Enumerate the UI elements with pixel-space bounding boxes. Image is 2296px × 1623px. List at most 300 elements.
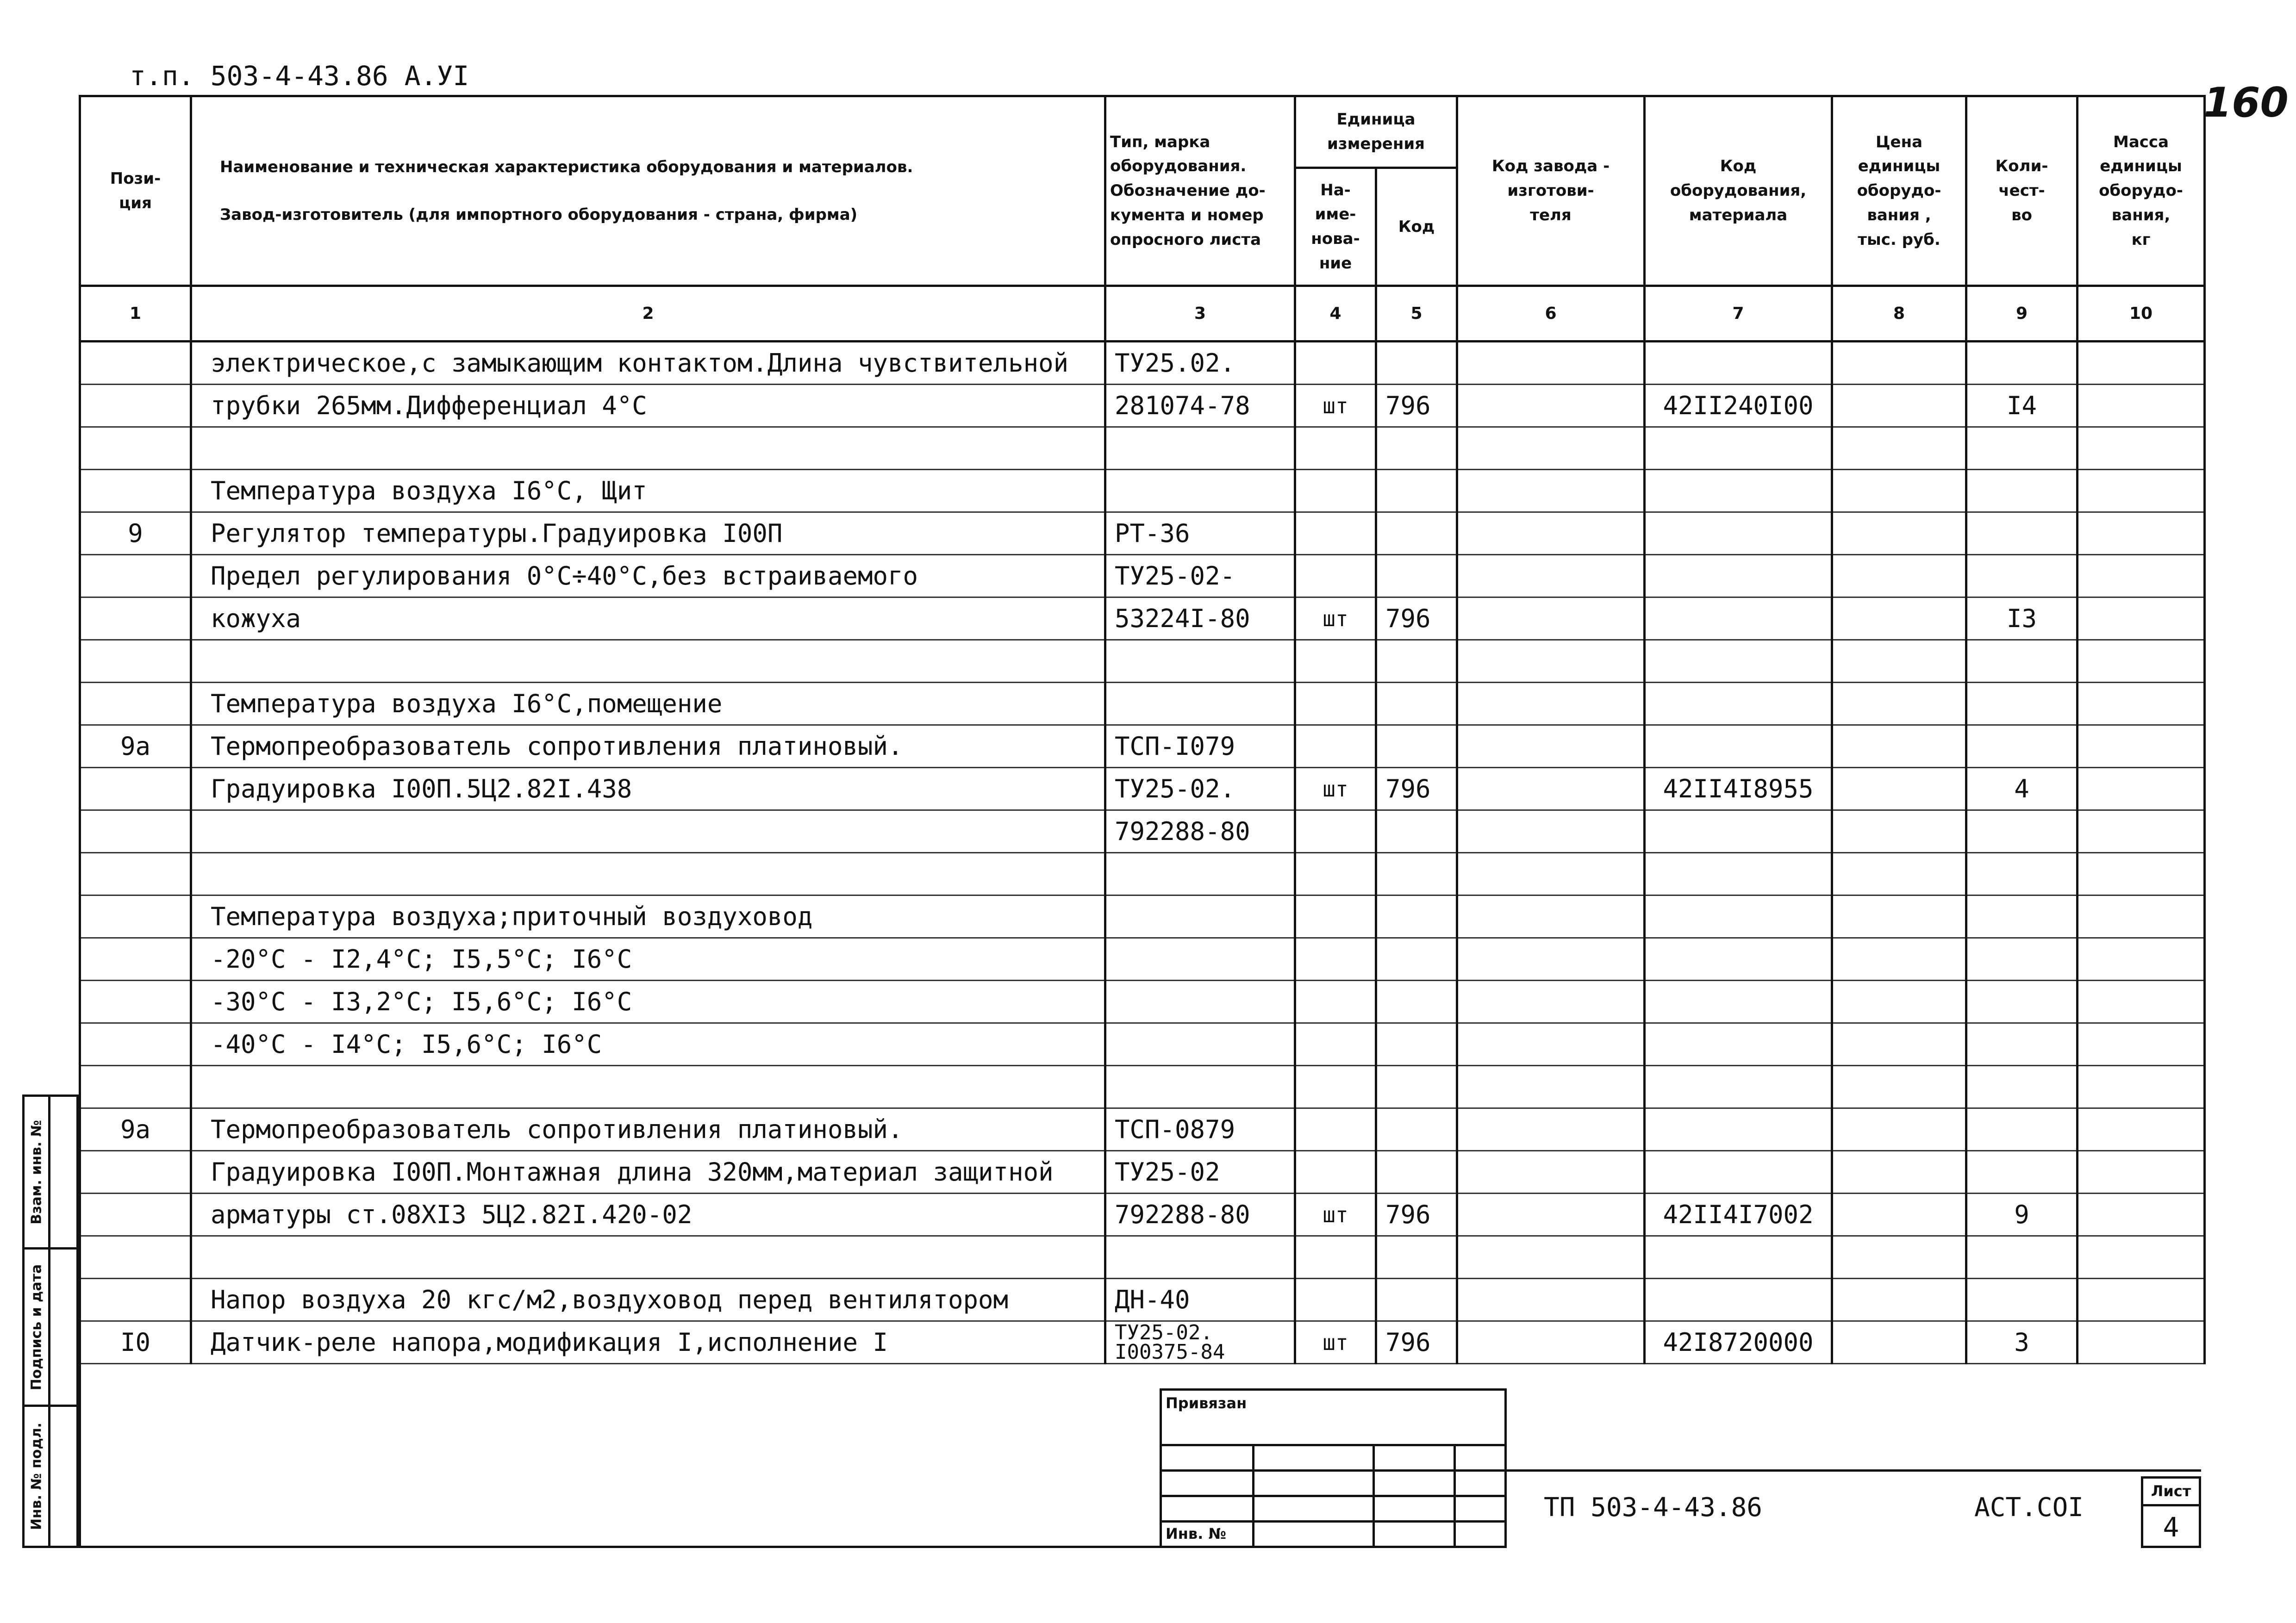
cell-unit-name: шт [1295, 385, 1376, 427]
stamp-inv-orig-label: Инв. № подл. [28, 1422, 44, 1530]
cell-price [1832, 938, 1966, 981]
table-row [80, 555, 2205, 597]
cell-factory-code [1457, 1108, 1645, 1151]
cell-name: Предел регулирования 0°С÷40°С,без встраиваемого [191, 555, 1105, 597]
cell-unit-name [1295, 938, 1376, 981]
cell-unit-name [1295, 725, 1376, 768]
cell-price [1832, 597, 1966, 640]
cell-factory-code [1457, 895, 1645, 938]
cell-unit-code: 796 [1376, 768, 1457, 810]
header-name-line1: Наименование и техническая характеристика оборудования и материалов. [220, 157, 913, 176]
cell-equipment-code: 42II4I8955 [1645, 768, 1832, 810]
cell-type: ТУ25-02- [1105, 555, 1295, 597]
page-number: 160 [2203, 79, 2289, 126]
cell-quantity: 9 [1966, 1194, 2078, 1236]
cell-name: Регулятор температуры.Градуировка I00П [191, 512, 1105, 555]
cell-type [1105, 853, 1295, 895]
cell-position [80, 470, 191, 512]
cell-quantity [1966, 342, 2078, 385]
cell-name: арматуры ст.08ХI3 5Ц2.82I.420-02 [191, 1194, 1105, 1236]
cell-type: 792288-80 [1105, 810, 1295, 853]
cell-factory-code [1457, 683, 1645, 725]
cell-position [80, 1194, 191, 1236]
cell-unit-name [1295, 470, 1376, 512]
cell-type: ТУ25-02 [1105, 1151, 1295, 1194]
cell-position [80, 938, 191, 981]
cell-unit-name [1295, 1151, 1376, 1194]
column-number: 9 [1966, 286, 2078, 342]
cell-factory-code [1457, 1279, 1645, 1321]
cell-name: Температура воздуха;приточный воздуховод [191, 895, 1105, 938]
cell-quantity: I4 [1966, 385, 2078, 427]
cell-quantity [1966, 981, 2078, 1023]
table-row [80, 683, 2205, 725]
cell-mass [2078, 938, 2205, 981]
header-unit-name: На- име- нова- ние [1295, 168, 1376, 286]
grid-line [1454, 1444, 1456, 1546]
table-row [80, 1279, 2205, 1321]
cell-factory-code [1457, 640, 1645, 683]
cell-quantity [1966, 725, 2078, 768]
cell-type [1105, 470, 1295, 512]
cell-equipment-code [1645, 1066, 1832, 1108]
document-code: ТП 503-4-43.86 [1544, 1492, 1763, 1523]
cell-quantity [1966, 1279, 2078, 1321]
cell-unit-code: 796 [1376, 385, 1457, 427]
cell-factory-code [1457, 1321, 1645, 1364]
cell-price [1832, 981, 1966, 1023]
cell-mass [2078, 1108, 2205, 1151]
cell-type: 53224I-80 [1105, 597, 1295, 640]
table-row [80, 427, 2205, 470]
cell-type: ТУ25-02. [1105, 768, 1295, 810]
cell-unit-code [1376, 981, 1457, 1023]
cell-unit-name: шт [1295, 1194, 1376, 1236]
cell-name: Градуировка I00П.Монтажная длина 320мм,материал защитной [191, 1151, 1105, 1194]
cell-position: 9 [80, 512, 191, 555]
cell-type: 792288-80 [1105, 1194, 1295, 1236]
cell-position [80, 1151, 191, 1194]
cell-price [1832, 725, 1966, 768]
table-row [80, 1108, 2205, 1151]
cell-price [1832, 1151, 1966, 1194]
cell-mass [2078, 1321, 2205, 1364]
cell-unit-name: шт [1295, 768, 1376, 810]
cell-price [1832, 1279, 1966, 1321]
cell-position: I0 [80, 1321, 191, 1364]
cell-quantity [1966, 853, 2078, 895]
cell-equipment-code [1645, 427, 1832, 470]
cell-price [1832, 555, 1966, 597]
cell-mass [2078, 1066, 2205, 1108]
cell-unit-name: шт [1295, 1321, 1376, 1364]
stamp-signature [25, 1250, 76, 1407]
cell-type [1105, 1066, 1295, 1108]
cell-equipment-code [1645, 555, 1832, 597]
cell-unit-code: 796 [1376, 1321, 1457, 1364]
table-row [80, 938, 2205, 981]
cell-mass [2078, 597, 2205, 640]
cell-name [191, 1066, 1105, 1108]
cell-unit-code [1376, 342, 1457, 385]
cell-type: РТ-36 [1105, 512, 1295, 555]
cell-name: Датчик-реле напора,модификация I,исполнение I [191, 1321, 1105, 1364]
cell-type [1105, 427, 1295, 470]
cell-quantity: 4 [1966, 768, 2078, 810]
cell-equipment-code [1645, 1236, 1832, 1279]
cell-unit-code [1376, 1023, 1457, 1066]
cell-quantity [1966, 512, 2078, 555]
cell-unit-name [1295, 1023, 1376, 1066]
cell-type [1105, 683, 1295, 725]
table-row [80, 640, 2205, 683]
cell-mass [2078, 1151, 2205, 1194]
cell-quantity [1966, 470, 2078, 512]
grid-line [1373, 1444, 1375, 1546]
cell-type: ТСП-I079 [1105, 725, 1295, 768]
cell-equipment-code [1645, 1279, 1832, 1321]
cell-unit-code: 796 [1376, 1194, 1457, 1236]
cell-position [80, 427, 191, 470]
cell-position [80, 853, 191, 895]
cell-type [1105, 895, 1295, 938]
sheet-number: 4 [2163, 1511, 2179, 1543]
cell-price [1832, 385, 1966, 427]
cell-mass [2078, 1279, 2205, 1321]
cell-price [1832, 342, 1966, 385]
cell-price [1832, 427, 1966, 470]
table-row [80, 597, 2205, 640]
header-unit-group: Единица измерения [1295, 96, 1457, 168]
cell-mass [2078, 640, 2205, 683]
cell-type [1105, 938, 1295, 981]
stamp-inv-no [25, 1097, 76, 1250]
cell-type: ТСП-0879 [1105, 1108, 1295, 1151]
cell-quantity [1966, 1151, 2078, 1194]
cell-quantity: 3 [1966, 1321, 2078, 1364]
grid-line [1162, 1520, 1504, 1523]
table-row [80, 1236, 2205, 1279]
cell-name: Температура воздуха I6°С,помещение [191, 683, 1105, 725]
cell-unit-name [1295, 1066, 1376, 1108]
cell-name: трубки 265мм.Дифференциал 4°С [191, 385, 1105, 427]
cell-unit-name [1295, 810, 1376, 853]
cell-price [1832, 683, 1966, 725]
cell-mass [2078, 683, 2205, 725]
specification-table [79, 95, 2206, 1364]
header-factory-code: Код завода - изготови- теля [1457, 96, 1645, 286]
cell-name: Напор воздуха 20 кгс/м2,воздуховод перед вентилятором [191, 1279, 1105, 1321]
header-unit-code: Код [1376, 168, 1457, 286]
cell-mass [2078, 1023, 2205, 1066]
cell-type [1105, 981, 1295, 1023]
cell-mass [2078, 427, 2205, 470]
cell-position: 9а [80, 1108, 191, 1151]
cell-mass [2078, 853, 2205, 895]
cell-type [1105, 1236, 1295, 1279]
sheet-title: т.п. 503-4-43.86 А.УI [130, 60, 469, 92]
cell-unit-code [1376, 512, 1457, 555]
cell-factory-code [1457, 1194, 1645, 1236]
cell-name: Температура воздуха I6°С, Щит [191, 470, 1105, 512]
header-price: Цена единицы оборудо- вания , тыс. руб. [1832, 96, 1966, 286]
cell-equipment-code [1645, 1108, 1832, 1151]
cell-equipment-code: 42II240I00 [1645, 385, 1832, 427]
cell-mass [2078, 895, 2205, 938]
cell-name [191, 640, 1105, 683]
cell-unit-code [1376, 810, 1457, 853]
cell-mass [2078, 555, 2205, 597]
cell-position [80, 1023, 191, 1066]
table-row [80, 810, 2205, 853]
cell-position [80, 597, 191, 640]
table-row [80, 981, 2205, 1023]
cell-factory-code [1457, 470, 1645, 512]
cell-unit-name [1295, 555, 1376, 597]
column-number: 5 [1376, 286, 1457, 342]
column-number-row [80, 286, 2205, 342]
grid-line [1162, 1469, 1504, 1472]
cell-unit-name: шт [1295, 597, 1376, 640]
cell-unit-name [1295, 640, 1376, 683]
cell-unit-code [1376, 895, 1457, 938]
table-row [80, 470, 2205, 512]
cell-quantity [1966, 683, 2078, 725]
cell-name: -20°С - I2,4°С; I5,5°С; I6°С [191, 938, 1105, 981]
cell-name [191, 1236, 1105, 1279]
cell-factory-code [1457, 1066, 1645, 1108]
cell-quantity [1966, 1066, 2078, 1108]
column-number: 8 [1832, 286, 1966, 342]
cell-type: 281074-78 [1105, 385, 1295, 427]
cell-equipment-code [1645, 470, 1832, 512]
cell-mass [2078, 470, 2205, 512]
cell-unit-name [1295, 683, 1376, 725]
cell-equipment-code [1645, 853, 1832, 895]
cell-unit-name [1295, 1236, 1376, 1279]
table-row [80, 1066, 2205, 1108]
cell-name: кожуха [191, 597, 1105, 640]
cell-unit-code [1376, 725, 1457, 768]
cell-factory-code [1457, 981, 1645, 1023]
cell-mass [2078, 981, 2205, 1023]
cell-name: электрическое,с замыкающим контактом.Длина чувствительной [191, 342, 1105, 385]
grid-line [1162, 1444, 1504, 1446]
cell-factory-code [1457, 768, 1645, 810]
stamp-inv-no-label: Взам. инв. № [28, 1119, 44, 1225]
cell-quantity: I3 [1966, 597, 2078, 640]
sheet-box [2141, 1476, 2201, 1548]
column-number: 1 [80, 286, 191, 342]
header-quantity: Коли- чест- во [1966, 96, 2078, 286]
cell-quantity [1966, 1023, 2078, 1066]
cell-factory-code [1457, 1151, 1645, 1194]
cell-equipment-code: 42I8720000 [1645, 1321, 1832, 1364]
cell-factory-code [1457, 342, 1645, 385]
cell-mass [2078, 1236, 2205, 1279]
header-equipment-code: Код оборудования, материала [1645, 96, 1832, 286]
table-row [80, 1194, 2205, 1236]
cell-name: Термопреобразователь сопротивления платиновый. [191, 1108, 1105, 1151]
table-row [80, 342, 2205, 385]
cell-equipment-code [1645, 683, 1832, 725]
cell-position [80, 385, 191, 427]
header-name-line2: Завод-изготовитель (для импортного оборудования - страна, фирма) [220, 205, 858, 224]
cell-quantity [1966, 1236, 2078, 1279]
cell-price [1832, 470, 1966, 512]
cell-type [1105, 640, 1295, 683]
cell-quantity [1966, 1108, 2078, 1151]
cell-price [1832, 1321, 1966, 1364]
cell-unit-code [1376, 1108, 1457, 1151]
cell-equipment-code [1645, 938, 1832, 981]
cell-name: -30°С - I3,2°С; I5,6°С; I6°С [191, 981, 1105, 1023]
cell-unit-code [1376, 555, 1457, 597]
grid-line [1252, 1444, 1254, 1546]
stamp-signature-label: Подпись и дата [28, 1264, 44, 1390]
cell-mass [2078, 512, 2205, 555]
header-type: Тип, марка оборудования. Обозначение до- кумента и номер опросного листа [1105, 96, 1295, 286]
cell-equipment-code [1645, 810, 1832, 853]
cell-name [191, 427, 1105, 470]
cell-equipment-code [1645, 1151, 1832, 1194]
column-number: 6 [1457, 286, 1645, 342]
cell-price [1832, 895, 1966, 938]
header-position: Пози- ция [80, 96, 191, 286]
cell-factory-code [1457, 597, 1645, 640]
cell-price [1832, 640, 1966, 683]
document-id: АСТ.СОI [1974, 1492, 2084, 1523]
cell-name: Градуировка I00П.5Ц2.82I.438 [191, 768, 1105, 810]
cell-unit-name [1295, 1108, 1376, 1151]
cell-unit-code [1376, 1151, 1457, 1194]
cell-unit-code [1376, 427, 1457, 470]
cell-factory-code [1457, 1236, 1645, 1279]
cell-unit-name [1295, 512, 1376, 555]
cell-price [1832, 768, 1966, 810]
cell-unit-code [1376, 1066, 1457, 1108]
cell-name: -40°С - I4°С; I5,6°С; I6°С [191, 1023, 1105, 1066]
frame-bottom-line [79, 1546, 1162, 1548]
cell-factory-code [1457, 725, 1645, 768]
cell-position [80, 810, 191, 853]
cell-unit-code [1376, 683, 1457, 725]
cell-name: Термопреобразователь сопротивления платиновый. [191, 725, 1105, 768]
cell-quantity [1966, 895, 2078, 938]
cell-unit-name [1295, 895, 1376, 938]
cell-equipment-code [1645, 1023, 1832, 1066]
cell-position [80, 342, 191, 385]
cell-mass [2078, 1194, 2205, 1236]
table-row [80, 385, 2205, 427]
table-row [80, 853, 2205, 895]
cell-position [80, 1066, 191, 1108]
table-row [80, 1321, 2205, 1364]
cell-mass [2078, 810, 2205, 853]
cell-price [1832, 512, 1966, 555]
cell-mass [2078, 342, 2205, 385]
cell-unit-name [1295, 981, 1376, 1023]
side-stamp [22, 1094, 79, 1548]
cell-factory-code [1457, 512, 1645, 555]
cell-type: ТУ25-02. I00375-84 [1105, 1321, 1295, 1364]
cell-price [1832, 1066, 1966, 1108]
table-row [80, 895, 2205, 938]
column-number: 7 [1645, 286, 1832, 342]
cell-equipment-code [1645, 597, 1832, 640]
column-number: 3 [1105, 286, 1295, 342]
cell-equipment-code [1645, 512, 1832, 555]
stamp-inv-orig [25, 1407, 76, 1546]
cell-quantity [1966, 427, 2078, 470]
cell-mass [2078, 385, 2205, 427]
cell-unit-name [1295, 427, 1376, 470]
table-row [80, 1151, 2205, 1194]
bound-block [1160, 1388, 1507, 1548]
frame-left-line [79, 1333, 81, 1548]
cell-position [80, 555, 191, 597]
cell-factory-code [1457, 938, 1645, 981]
cell-type: ТУ25.02. [1105, 342, 1295, 385]
cell-equipment-code [1645, 342, 1832, 385]
header-mass: Масса единицы оборудо- вания, кг [2078, 96, 2205, 286]
cell-unit-name [1295, 342, 1376, 385]
column-number: 10 [2078, 286, 2205, 342]
cell-price [1832, 853, 1966, 895]
table-row [80, 1023, 2205, 1066]
cell-factory-code [1457, 385, 1645, 427]
cell-price [1832, 1194, 1966, 1236]
cell-position: 9а [80, 725, 191, 768]
column-number: 4 [1295, 286, 1376, 342]
cell-unit-code: 796 [1376, 597, 1457, 640]
cell-position [80, 640, 191, 683]
cell-unit-code [1376, 853, 1457, 895]
cell-position [80, 1236, 191, 1279]
cell-unit-name [1295, 1279, 1376, 1321]
cell-quantity [1966, 555, 2078, 597]
cell-name [191, 810, 1105, 853]
cell-quantity [1966, 640, 2078, 683]
table-row [80, 512, 2205, 555]
cell-position [80, 1279, 191, 1321]
inv-label: Инв. № [1166, 1525, 1226, 1542]
table-row [80, 768, 2205, 810]
cell-unit-code [1376, 1279, 1457, 1321]
grid-line [1162, 1495, 1504, 1497]
cell-equipment-code [1645, 895, 1832, 938]
cell-position [80, 768, 191, 810]
cell-quantity [1966, 938, 2078, 981]
cell-equipment-code [1645, 981, 1832, 1023]
cell-type: ДН-40 [1105, 1279, 1295, 1321]
cell-price [1832, 1108, 1966, 1151]
sheet-label: Лист [2143, 1479, 2199, 1506]
cell-unit-code [1376, 470, 1457, 512]
column-number: 2 [191, 286, 1105, 342]
cell-unit-name [1295, 853, 1376, 895]
cell-unit-code [1376, 938, 1457, 981]
bound-label: Привязан [1166, 1394, 1247, 1412]
cell-unit-code [1376, 1236, 1457, 1279]
cell-price [1832, 1236, 1966, 1279]
cell-factory-code [1457, 810, 1645, 853]
cell-price [1832, 1023, 1966, 1066]
cell-equipment-code: 42II4I7002 [1645, 1194, 1832, 1236]
cell-mass [2078, 768, 2205, 810]
header-name [191, 96, 1105, 286]
cell-position [80, 895, 191, 938]
